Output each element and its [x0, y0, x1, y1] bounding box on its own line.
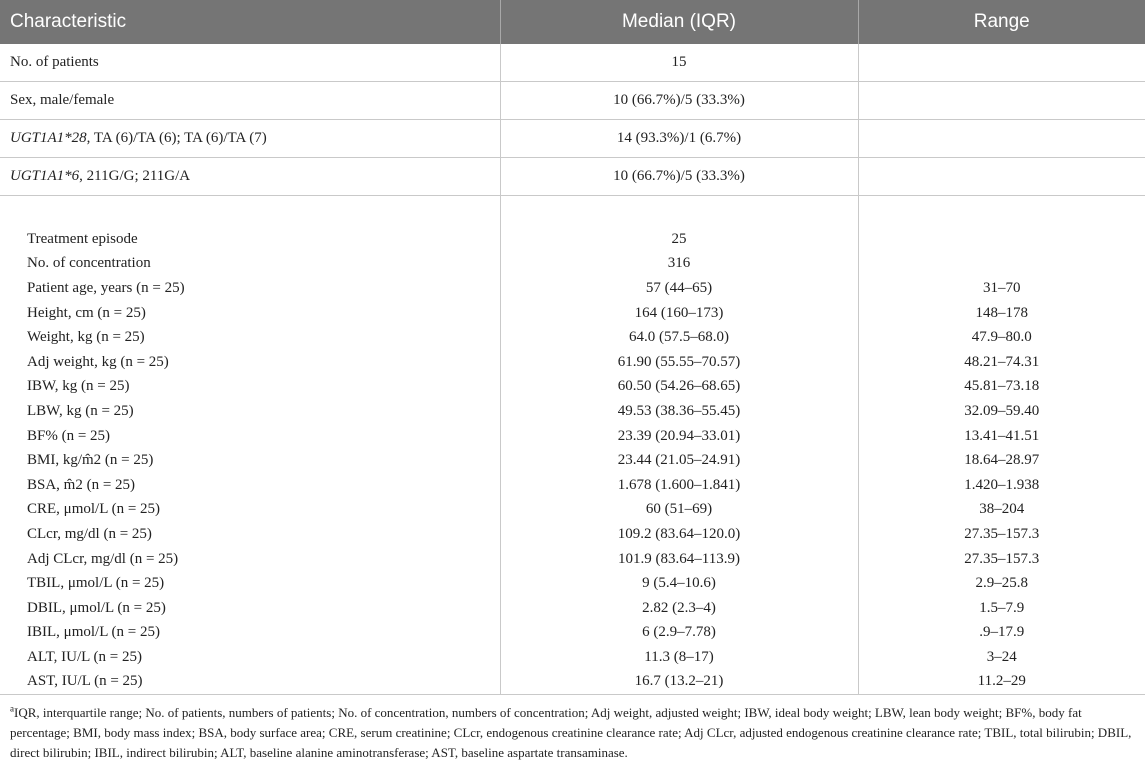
row-label: No. of patients [0, 44, 500, 82]
row-label: Adj CLcr, mg/dl (n = 25) [27, 550, 179, 567]
treatment-episode-section [0, 227, 1145, 695]
row-label-rest: , 211G/G; 211G/A [79, 168, 191, 184]
row-label-rest: , TA (6)/TA (6); TA (6)/TA (7) [86, 130, 267, 146]
row-median: 1.678 (1.600–1.841) [500, 473, 858, 498]
gene-name: UGT1A1*6 [10, 168, 80, 184]
row-range: 45.81–73.18 [858, 375, 1145, 400]
table-row [0, 44, 1145, 82]
table-row [0, 399, 1145, 424]
row-median: 16.7 (13.2–21) [500, 670, 858, 695]
table-row [0, 571, 1145, 596]
row-label: Height, cm (n = 25) [27, 304, 146, 321]
table-row [0, 448, 1145, 473]
spacer-row [0, 196, 1145, 228]
row-median: 11.3 (8–17) [500, 645, 858, 670]
row-range [858, 227, 1145, 252]
gene-name: UGT1A1*28 [10, 130, 87, 146]
table-row [0, 547, 1145, 572]
table-row [0, 645, 1145, 670]
row-label [0, 120, 500, 158]
table-row [0, 621, 1145, 646]
table-row [0, 596, 1145, 621]
table-row [0, 350, 1145, 375]
table-row [0, 473, 1145, 498]
row-label: DBIL, μmol/L (n = 25) [27, 599, 166, 616]
row-range: 148–178 [858, 301, 1145, 326]
row-median: 10 (66.7%)/5 (33.3%) [500, 82, 858, 120]
row-range: 2.9–25.8 [858, 571, 1145, 596]
header-characteristic: Characteristic [0, 0, 500, 44]
table-row [0, 670, 1145, 695]
row-label: Sex, male/female [0, 82, 500, 120]
row-median: 57 (44–65) [500, 276, 858, 301]
row-range: 1.5–7.9 [858, 596, 1145, 621]
row-range: 32.09–59.40 [858, 399, 1145, 424]
row-range: 47.9–80.0 [858, 325, 1145, 350]
row-median: 49.53 (38.36–55.45) [500, 399, 858, 424]
table-row [0, 301, 1145, 326]
table-row [0, 375, 1145, 400]
footnote-marker: a [10, 703, 14, 714]
row-label: IBW, kg (n = 25) [27, 378, 130, 395]
table-row [0, 522, 1145, 547]
row-range [858, 82, 1145, 120]
row-label: CLcr, mg/dl (n = 25) [27, 525, 152, 542]
row-median: 25 [500, 227, 858, 252]
row-median: 23.39 (20.94–33.01) [500, 424, 858, 449]
row-range: 3–24 [858, 645, 1145, 670]
row-range [858, 44, 1145, 82]
row-median: 15 [500, 44, 858, 82]
row-median: 64.0 (57.5–68.0) [500, 325, 858, 350]
row-range: 13.41–41.51 [858, 424, 1145, 449]
table-row [0, 325, 1145, 350]
row-median: 6 (2.9–7.78) [500, 621, 858, 646]
row-range: 18.64–28.97 [858, 448, 1145, 473]
row-range: .9–17.9 [858, 621, 1145, 646]
table-row [0, 498, 1145, 523]
table-row [0, 227, 1145, 252]
row-median: 9 (5.4–10.6) [500, 571, 858, 596]
row-range: 48.21–74.31 [858, 350, 1145, 375]
row-label: BSA, m̂2 (n = 25) [27, 476, 136, 493]
row-median: 60.50 (54.26–68.65) [500, 375, 858, 400]
row-median: 10 (66.7%)/5 (33.3%) [500, 158, 858, 196]
table-row [0, 252, 1145, 277]
row-range: 11.2–29 [858, 670, 1145, 695]
footnote-text: IQR, interquartile range; No. of patients, numbers of patients; No. of concentration, numbers of concentration; Adj weight, adjusted weight; IBW, ideal body weight; LBW, lean body weight; BF%, body fat percentage; BMI, body mass index; BSA, body surface area; CRE, serum creatinine; CLcr, endogenous creatinine clearance rate; Adj CLcr, adjusted endogenous creatinine clearance rate; TBIL, total bilirubin; DBIL, direct bilirubin; IBIL, indirect bilirubin; ALT, baseline alanine aminotransferase; AST, baseline aspartate transaminase. [10, 705, 1132, 760]
row-range: 38–204 [858, 498, 1145, 523]
row-range: 27.35–157.3 [858, 547, 1145, 572]
row-label: AST, IU/L (n = 25) [0, 670, 500, 695]
row-label: IBIL, μmol/L (n = 25) [27, 624, 161, 641]
table-row [0, 82, 1145, 120]
row-label: ALT, IU/L (n = 25) [27, 648, 142, 665]
header-median: Median (IQR) [500, 0, 858, 44]
row-range [858, 252, 1145, 277]
table-row [0, 158, 1145, 196]
row-label [0, 158, 500, 196]
table-row [0, 276, 1145, 301]
row-label: BF% (n = 25) [27, 427, 111, 444]
row-median: 61.90 (55.55–70.57) [500, 350, 858, 375]
row-median: 14 (93.3%)/1 (6.7%) [500, 120, 858, 158]
row-median: 2.82 (2.3–4) [500, 596, 858, 621]
row-label: No. of concentration [27, 255, 151, 272]
row-label: LBW, kg (n = 25) [27, 402, 134, 419]
row-label: Treatment episode [27, 230, 138, 247]
row-median: 101.9 (83.64–113.9) [500, 547, 858, 572]
header-row [0, 0, 1145, 44]
row-label: BMI, kg/m̂2 (n = 25) [27, 452, 154, 469]
row-range: 27.35–157.3 [858, 522, 1145, 547]
row-label: Adj weight, kg (n = 25) [27, 353, 169, 370]
row-median: 164 (160–173) [500, 301, 858, 326]
row-median: 109.2 (83.64–120.0) [500, 522, 858, 547]
row-range: 1.420–1.938 [858, 473, 1145, 498]
row-range [858, 158, 1145, 196]
row-median: 316 [500, 252, 858, 277]
table-footnote [10, 703, 1135, 763]
table-row [0, 120, 1145, 158]
table-row [0, 424, 1145, 449]
row-range: 31–70 [858, 276, 1145, 301]
row-label: Weight, kg (n = 25) [27, 329, 145, 346]
row-median: 60 (51–69) [500, 498, 858, 523]
row-label: CRE, μmol/L (n = 25) [27, 501, 161, 518]
row-label: Patient age, years (n = 25) [27, 279, 185, 296]
row-median: 23.44 (21.05–24.91) [500, 448, 858, 473]
row-range [858, 120, 1145, 158]
header-range: Range [858, 0, 1145, 44]
row-label: TBIL, μmol/L (n = 25) [27, 575, 165, 592]
